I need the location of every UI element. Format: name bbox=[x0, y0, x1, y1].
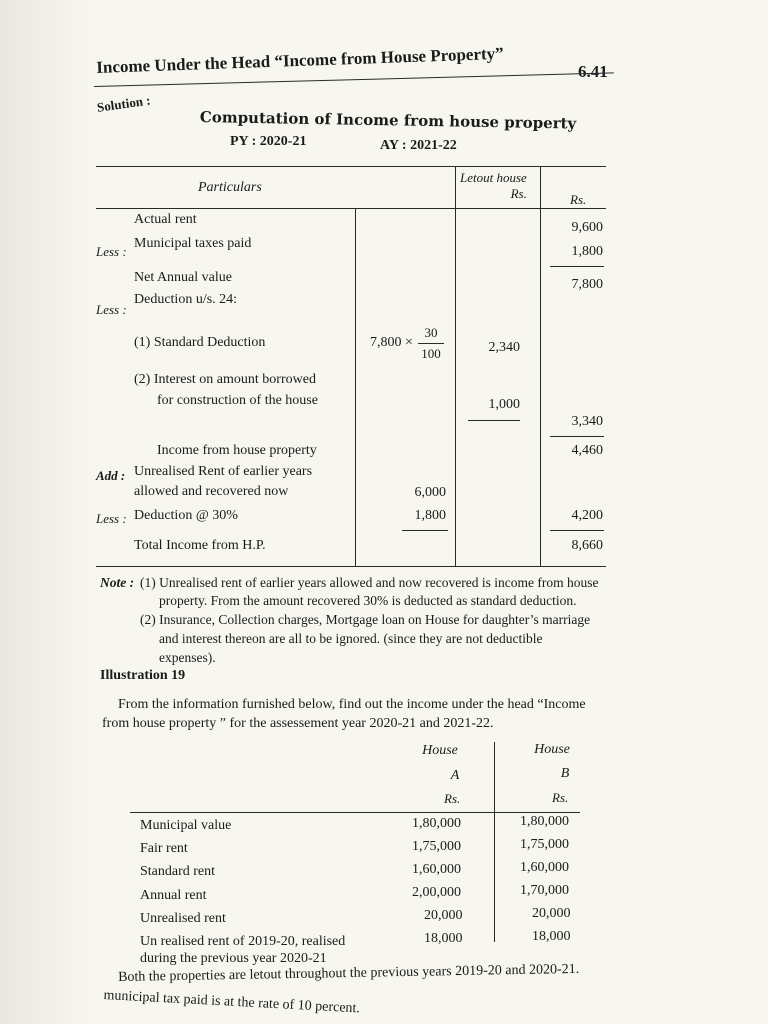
subtotal-rule-3 bbox=[550, 436, 604, 437]
house-table-rule bbox=[130, 812, 580, 813]
house-b-header: House bbox=[534, 742, 570, 757]
house-b-letter: B bbox=[560, 766, 570, 781]
fraction-numerator: 30 bbox=[424, 325, 438, 340]
page-number: 6.41 bbox=[578, 62, 608, 81]
illustration-title: Illustration 19 bbox=[100, 668, 186, 683]
bottom-text-2: municipal tax paid is at the rate of 10 percent. bbox=[103, 988, 361, 1017]
note-item-2-end: expenses). bbox=[159, 650, 216, 665]
house-b-rs: Rs. bbox=[552, 790, 569, 805]
actual-rent-label: Actual rent bbox=[134, 212, 197, 227]
previous-year: PY : 2020-21 bbox=[230, 134, 307, 149]
total-value: 8,660 bbox=[571, 538, 603, 553]
deduction24-label: Deduction u/s. 24: bbox=[134, 292, 238, 307]
bottom-text-1: Both the properties are letout throughout the previous years 2019-20 and 2020-21. bbox=[118, 961, 580, 985]
note-label: Note : bbox=[100, 575, 135, 590]
fraction-bar bbox=[418, 343, 444, 344]
fraction-denominator: 100 bbox=[421, 346, 441, 361]
col-letout bbox=[460, 170, 527, 202]
interest-label-2: for construction of the house bbox=[157, 393, 318, 408]
deduction30-label: Deduction @ 30% bbox=[134, 508, 238, 523]
row-fair-a: 1,75,000 bbox=[412, 839, 461, 854]
row-unrealised-prev-b: 18,000 bbox=[532, 929, 571, 944]
std-deduction-value: 2,340 bbox=[488, 340, 520, 355]
row-unrealised-prev-a: 18,000 bbox=[424, 931, 463, 946]
unrealised-label-2: allowed and recovered now bbox=[134, 484, 289, 499]
row-annual-label: Annual rent bbox=[140, 888, 207, 903]
less-prefix-2: Less : bbox=[96, 302, 127, 317]
note-item-2: (2) Insurance, Collection charges, Mortgage loan on House for daughter’s marriage bbox=[140, 612, 591, 627]
net-annual-value: 7,800 bbox=[571, 277, 603, 292]
table-col-divider-1 bbox=[355, 208, 356, 566]
subtotal-rule-1 bbox=[550, 266, 604, 267]
note-item-1-cont: property. From the amount recovered 30% is deducted as standard deduction. bbox=[159, 593, 577, 608]
row-standard-a: 1,60,000 bbox=[412, 862, 461, 877]
total-label: Total Income from H.P. bbox=[134, 538, 266, 553]
row-annual-b: 1,70,000 bbox=[520, 883, 569, 898]
interest-label-1: (2) Interest on amount borrowed bbox=[134, 372, 316, 387]
std-deduction-calc: 7,800 × bbox=[370, 335, 413, 350]
house-a-header: House bbox=[422, 743, 458, 758]
row-municipal-a: 1,80,000 bbox=[412, 816, 461, 831]
row-unrealised-label: Unrealised rent bbox=[140, 911, 226, 926]
total-deduction-value: 3,340 bbox=[571, 414, 603, 429]
table-col-divider-3 bbox=[540, 166, 541, 566]
col-particulars: Particulars bbox=[198, 180, 262, 195]
house-a-rs: Rs. bbox=[444, 791, 461, 806]
table-col-divider-2 bbox=[455, 166, 456, 566]
note-item-1: (1) Unrealised rent of earlier years allowed and now recovered is income from house bbox=[140, 575, 599, 590]
income-hp-label: Income from house property bbox=[157, 443, 317, 458]
less-prefix-1: Less : bbox=[96, 244, 127, 259]
row-unrealised-b: 20,000 bbox=[532, 906, 571, 921]
computation-title: Computation of Income from house property bbox=[199, 108, 577, 133]
page-shadow bbox=[0, 0, 90, 1024]
income-hp-value: 4,460 bbox=[571, 443, 603, 458]
row-unrealised-prev-label: Un realised rent of 2019-20, realised bbox=[140, 934, 346, 949]
less-prefix-3: Less : bbox=[96, 511, 127, 526]
net-annual-label: Net Annual value bbox=[134, 270, 232, 285]
table-top-rule bbox=[96, 166, 606, 167]
row-standard-label: Standard rent bbox=[140, 864, 216, 879]
unrealised-value: 6,000 bbox=[414, 485, 446, 500]
assessment-year: AY : 2021-22 bbox=[380, 138, 457, 153]
row-fair-b: 1,75,000 bbox=[520, 837, 569, 852]
row-municipal-b: 1,80,000 bbox=[520, 814, 569, 829]
house-table-divider bbox=[494, 742, 495, 942]
illustration-para-1: From the information furnished below, find out the income under the head “Income bbox=[118, 697, 586, 712]
row-municipal-label: Municipal value bbox=[140, 818, 232, 833]
row-standard-b: 1,60,000 bbox=[520, 860, 569, 875]
municipal-taxes-label: Municipal taxes paid bbox=[134, 236, 252, 251]
col-letout-line1: Letout house bbox=[460, 170, 527, 185]
add-prefix: Add : bbox=[96, 468, 126, 483]
table-header-rule bbox=[96, 208, 606, 209]
col-rs: Rs. bbox=[570, 192, 587, 207]
subtotal-rule-5 bbox=[550, 530, 604, 531]
unrealised-label-1: Unrealised Rent of earlier years bbox=[134, 464, 313, 479]
house-a-letter: A bbox=[450, 768, 460, 783]
solution-label: Solution : bbox=[96, 92, 152, 115]
row-unrealised-prev-label-2: during the previous year 2020-21 bbox=[140, 951, 327, 966]
subtotal-rule-2 bbox=[468, 420, 520, 421]
std-deduction-label: (1) Standard Deduction bbox=[134, 335, 266, 350]
col-letout-line2: Rs. bbox=[510, 186, 527, 201]
deduction30-net-value: 4,200 bbox=[571, 508, 603, 523]
actual-rent-value: 9,600 bbox=[571, 220, 603, 235]
subtotal-rule-4 bbox=[402, 530, 448, 531]
table-bottom-rule bbox=[96, 566, 606, 567]
row-annual-a: 2,00,000 bbox=[412, 885, 461, 900]
illustration-para-2: from house property ” for the assessement year 2020-21 and 2021-22. bbox=[102, 716, 494, 731]
note-item-2-cont: and interest thereon are all to be ignored. (since they are not deductible bbox=[159, 631, 543, 646]
interest-value: 1,000 bbox=[488, 397, 520, 412]
chapter-header-title: Income Under the Head “Income from House Property” bbox=[96, 43, 504, 77]
row-unrealised-a: 20,000 bbox=[424, 908, 463, 923]
deduction30-value: 1,800 bbox=[414, 508, 446, 523]
municipal-taxes-value: 1,800 bbox=[571, 244, 603, 259]
row-fair-label: Fair rent bbox=[140, 841, 188, 856]
